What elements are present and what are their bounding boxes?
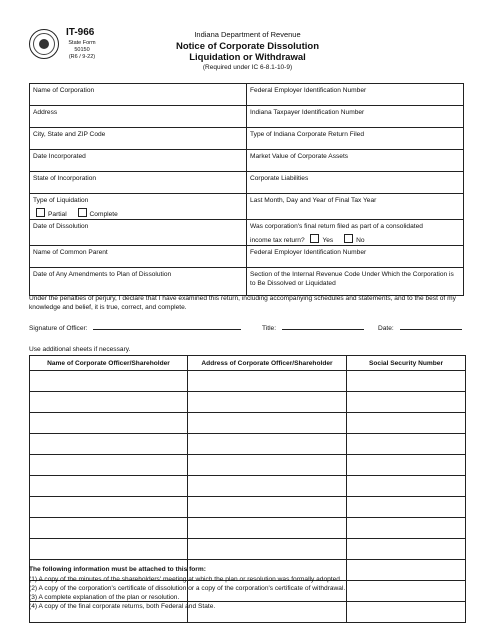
table-row (30, 172, 464, 194)
table-row (30, 150, 464, 172)
ssn-cell[interactable] (347, 581, 466, 602)
attachment-item-1: (1) A copy of the minutes of the shareholders' meeting at which the plan or resolution was formally adopted. (29, 576, 342, 583)
title-area (262, 322, 364, 332)
field-date-incorporated[interactable]: Date Incorporated (30, 150, 247, 172)
table-row (30, 268, 464, 296)
table-row (30, 128, 464, 150)
officer-name-cell[interactable] (30, 539, 188, 560)
table-row (30, 476, 466, 497)
officer-name-cell[interactable] (30, 518, 188, 539)
form-number: IT-966 (66, 27, 95, 38)
field-taxpayer-id[interactable]: Indiana Taxpayer Identification Number (247, 106, 464, 128)
revision-date: (R6 / 9-22) (68, 54, 96, 60)
agency-name: Indiana Department of Revenue (194, 30, 301, 39)
ssn-cell[interactable] (347, 392, 466, 413)
yes-checkbox[interactable] (310, 234, 319, 243)
field-city-state-zip[interactable]: City, State and ZIP Code (30, 128, 247, 150)
officer-address-cell[interactable] (188, 497, 347, 518)
complete-checkbox[interactable] (78, 208, 87, 217)
officer-address-cell[interactable] (188, 539, 347, 560)
field-amendment-dates[interactable]: Date of Any Amendments to Plan of Dissolution (30, 268, 247, 296)
signature-label: Signature of Officer: (29, 325, 88, 332)
field-name-of-corporation[interactable]: Name of Corporation (30, 84, 247, 106)
ssn-cell[interactable] (347, 455, 466, 476)
officer-name-cell[interactable] (30, 476, 188, 497)
ssn-cell[interactable] (347, 434, 466, 455)
officer-address-cell[interactable] (188, 434, 347, 455)
table-row (30, 194, 464, 220)
perjury-statement: Under the penalties of perjury, I declare that I have examined this return, including accompanying schedules and statements, and to the best of my knowledge and belief, it is true, correct, and complete. (29, 295, 456, 311)
table-row (30, 106, 464, 128)
date-label: Date: (378, 325, 394, 332)
title-field[interactable] (282, 322, 364, 330)
officer-address-cell[interactable] (188, 371, 347, 392)
table-row (30, 434, 466, 455)
table-row (30, 413, 466, 434)
ssn-cell[interactable] (347, 476, 466, 497)
attachment-item-4: (4) A copy of the final corporate returns, both Federal and State. (29, 603, 216, 610)
title-label: Title: (262, 325, 277, 332)
officer-name-cell[interactable] (30, 497, 188, 518)
field-date-of-dissolution[interactable]: Date of Dissolution (30, 220, 247, 246)
field-state-of-incorporation[interactable]: State of Incorporation (30, 172, 247, 194)
table-row (30, 84, 464, 106)
field-final-tax-year[interactable]: Last Month, Day and Year of Final Tax Year (247, 194, 464, 220)
ssn-cell[interactable] (347, 602, 466, 623)
state-form-number: State Form 50150 (68, 40, 96, 53)
additional-sheets-note: Use additional sheets if necessary. (29, 346, 131, 353)
officer-address-cell[interactable] (188, 455, 347, 476)
table-row (30, 455, 466, 476)
table-row (30, 518, 466, 539)
field-corporate-liabilities[interactable]: Corporate Liabilities (247, 172, 464, 194)
ssn-cell[interactable] (347, 560, 466, 581)
form-title: Notice of Corporate Dissolution (175, 41, 320, 52)
officer-name-cell[interactable] (30, 371, 188, 392)
field-parent-fein[interactable]: Federal Employer Identification Number (247, 246, 464, 268)
officer-name-cell[interactable] (30, 455, 188, 476)
ssn-cell[interactable] (347, 413, 466, 434)
table-row (30, 539, 466, 560)
officer-address-cell[interactable] (188, 392, 347, 413)
officer-address-cell[interactable] (188, 518, 347, 539)
table-row (30, 371, 466, 392)
ssn-cell[interactable] (347, 518, 466, 539)
form-title-line2: Liquidation or Withdrawal (189, 52, 306, 63)
officer-name-cell[interactable] (30, 434, 188, 455)
table-row (30, 497, 466, 518)
attachments-heading: The following information must be attached to this form: (29, 566, 206, 573)
header-ssn: Social Security Number (347, 356, 466, 371)
attachment-item-2: (2) A copy of the corporation's certificate of dissolution or a copy of the corporation's certificate of withdrawal. (29, 585, 346, 592)
partial-checkbox[interactable] (36, 208, 45, 217)
officer-address-cell[interactable] (188, 476, 347, 497)
table-row (30, 392, 466, 413)
no-checkbox[interactable] (344, 234, 353, 243)
officer-name-cell[interactable] (30, 392, 188, 413)
field-type-of-liquidation: Type of Liquidation Partial Complete (30, 194, 247, 220)
field-common-parent[interactable]: Name of Common Parent (30, 246, 247, 268)
field-return-type[interactable]: Type of Indiana Corporate Return Filed (247, 128, 464, 150)
attachment-item-3: (3) A complete explanation of the plan or resolution. (29, 594, 180, 601)
corporation-info-table (29, 83, 464, 296)
signature-field[interactable] (93, 322, 241, 330)
date-field[interactable] (400, 322, 462, 330)
ssn-cell[interactable] (347, 539, 466, 560)
ssn-cell[interactable] (347, 371, 466, 392)
field-fein[interactable]: Federal Employer Identification Number (247, 84, 464, 106)
signature-area (29, 322, 241, 332)
table-row (30, 220, 464, 246)
table-header-row (30, 356, 466, 371)
date-area (378, 322, 462, 332)
field-irc-section[interactable]: Section of the Internal Revenue Code Under Which the Corporation is to Be Dissolved or Liquidated (247, 268, 464, 296)
table-row (30, 246, 464, 268)
officer-address-cell[interactable] (188, 413, 347, 434)
officer-name-cell[interactable] (30, 413, 188, 434)
field-address[interactable]: Address (30, 106, 247, 128)
statute-reference: (Required under IC 6-8.1-10-9) (202, 64, 293, 71)
ssn-cell[interactable] (347, 497, 466, 518)
field-consolidated-return: Was corporation's final return filed as part of a consolidated income tax return? Yes No (247, 220, 464, 246)
field-market-value[interactable]: Market Value of Corporate Assets (247, 150, 464, 172)
header-officer-name: Name of Corporate Officer/Shareholder (30, 356, 188, 371)
header-officer-address: Address of Corporate Officer/Shareholder (188, 356, 347, 371)
